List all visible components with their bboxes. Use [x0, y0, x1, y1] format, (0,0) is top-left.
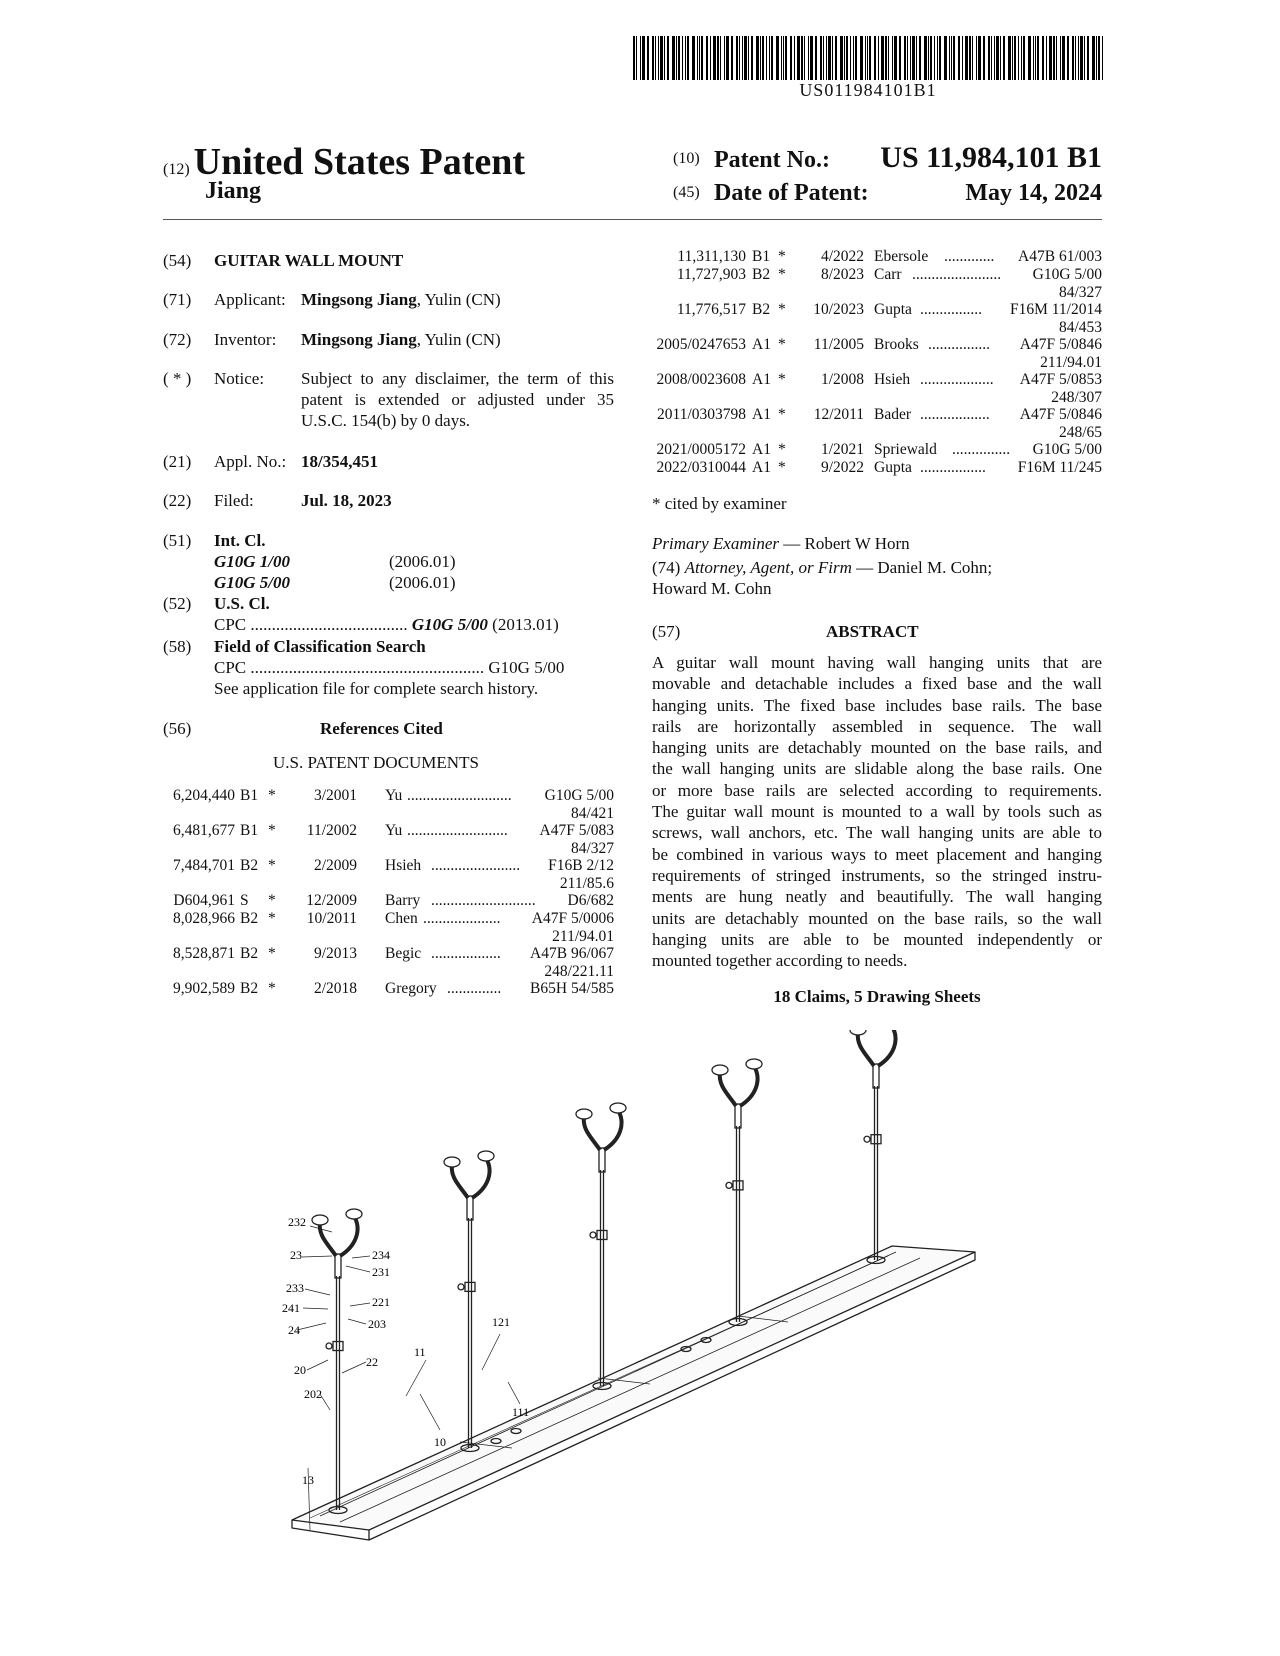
hanging-unit — [444, 1151, 494, 1452]
reference-date: 10/2023 — [813, 301, 864, 318]
reference-class-secondary: 211/94.01 — [552, 928, 614, 945]
reference-name: Gregory — [385, 980, 437, 997]
dot-leader: ................... — [920, 371, 994, 388]
reference-row — [163, 892, 614, 910]
reference-kind: A1 — [752, 406, 771, 423]
figure-reference-label: 23 — [290, 1248, 302, 1262]
dot-leader: ............... — [952, 441, 1011, 458]
reference-number: 2011/0303798 — [657, 406, 746, 423]
reference-kind: B1 — [240, 787, 259, 804]
reference-date: 1/2008 — [820, 371, 864, 388]
intcl-label: Int. Cl. — [214, 531, 266, 550]
filed-label: Filed: — [214, 491, 254, 510]
reference-number: 11,727,903 — [676, 266, 746, 283]
cited-mark: * — [778, 301, 786, 318]
reference-name: Gupta — [874, 459, 912, 476]
figure-reference-label: 233 — [286, 1281, 304, 1295]
dot-leader: ....................... — [912, 266, 1002, 283]
dot-leader: ....................... — [431, 857, 521, 874]
reference-class: A47F 5/0853 — [1017, 371, 1102, 389]
cited-mark: * — [268, 787, 276, 804]
cited-mark: * — [268, 980, 276, 997]
uscl-cpc: CPC ..................................... G10G 5/00 (2013.01) — [214, 615, 559, 634]
reference-class-secondary: 84/421 — [570, 805, 614, 822]
attorney-2: Howard M. Cohn — [652, 579, 772, 598]
intcl-version-1: (2006.01) — [389, 552, 456, 571]
reference-row — [652, 336, 1102, 354]
reference-kind: B2 — [240, 910, 259, 927]
reference-number: 11,311,130 — [677, 248, 746, 265]
reference-number: 11,776,517 — [676, 301, 746, 318]
dot-leader: ................ — [928, 336, 990, 353]
reference-row — [652, 406, 1102, 424]
applicant-value: Mingsong Jiang, Yulin (CN) — [301, 290, 501, 309]
patent-no-label: Patent No.: — [714, 147, 830, 173]
abstract-text — [652, 652, 1102, 971]
header-divider — [163, 219, 1102, 220]
reference-class: F16B 2/12 — [545, 857, 614, 875]
dot-leader: ................ — [920, 301, 982, 318]
figure-reference-label: 232 — [288, 1215, 306, 1229]
reference-row — [652, 301, 1102, 319]
abstract-line: rails are horizontally assembled in sequence. The wall — [652, 716, 1102, 736]
abstract-line: units are detachably mounted on the base rails, so the wall — [652, 908, 1102, 928]
left-references-list — [163, 787, 614, 998]
reference-number: 2021/0005172 — [656, 441, 746, 458]
reference-kind: B2 — [240, 945, 259, 962]
dot-leader: ........................... — [431, 892, 536, 909]
reference-number: 8,028,966 — [173, 910, 235, 927]
reference-date: 10/2011 — [306, 910, 357, 927]
figure-reference-label: 10 — [434, 1435, 446, 1449]
reference-class: G10G 5/00 — [1030, 441, 1102, 459]
dot-leader: ............. — [944, 248, 995, 265]
field-note: See application file for complete search history. — [214, 679, 539, 698]
cited-mark: * — [778, 459, 786, 476]
abstract-line: hanging units are detachably mounted on the base rails, and — [652, 738, 1102, 758]
reference-class: F16M 11/2014 — [1007, 301, 1102, 319]
patent-number: US 11,984,101 B1 — [880, 141, 1102, 174]
reference-date: 2/2018 — [313, 980, 357, 997]
appl-label: Appl. No.: — [214, 452, 287, 471]
reference-number: 2022/0310044 — [656, 459, 746, 476]
code-71: (71) — [163, 290, 192, 309]
field-search-label: Field of Classification Search — [214, 637, 426, 656]
hanging-unit — [576, 1103, 626, 1390]
reference-date: 12/2009 — [306, 892, 357, 909]
abstract-line: mounted together according to needs. — [652, 951, 908, 971]
reference-name: Spriewald — [874, 441, 937, 458]
reference-name: Bader — [874, 406, 912, 423]
abstract-line: screws, wall anchors, etc. The wall hanging units are able to — [652, 823, 1102, 843]
abstract-heading: ABSTRACT — [826, 622, 919, 641]
reference-row — [652, 248, 1102, 266]
dot-leader: .................. — [920, 406, 990, 423]
cited-mark: * — [778, 248, 786, 265]
reference-number: 6,481,677 — [173, 822, 235, 839]
reference-number: 9,902,589 — [173, 980, 235, 997]
reference-name: Begic — [385, 945, 422, 962]
reference-row — [163, 910, 614, 928]
references-cited-heading: References Cited — [320, 719, 443, 738]
code-10: (10) — [673, 150, 700, 167]
reference-row — [652, 441, 1102, 459]
reference-number: 6,204,440 — [173, 787, 235, 804]
code-21: (21) — [163, 452, 192, 471]
reference-row — [652, 371, 1102, 389]
reference-date: 11/2002 — [306, 822, 357, 839]
reference-class: A47B 61/003 — [1015, 248, 1102, 266]
reference-row — [163, 980, 614, 998]
reference-kind: S — [240, 892, 249, 909]
reference-row — [163, 787, 614, 805]
reference-row — [163, 945, 614, 963]
notice-text: Subject to any disclaimer, the term of this patent is extended or adjusted under 35 U.S.C. 154(b) by 0 days. — [301, 369, 614, 430]
intcl-version-2: (2006.01) — [389, 573, 456, 592]
reference-kind: A1 — [752, 336, 771, 353]
document-type-heading: (12) United States Patent — [163, 141, 526, 183]
reference-kind: B1 — [240, 822, 259, 839]
reference-name: Yu — [385, 822, 403, 839]
figure-reference-label: 13 — [302, 1473, 314, 1487]
reference-name: Brooks — [874, 336, 919, 353]
reference-date: 9/2022 — [820, 459, 864, 476]
abstract-line: requirements of stringed instruments, so the stringed instru- — [652, 865, 1102, 885]
cited-mark: * — [778, 266, 786, 283]
code-22: (22) — [163, 491, 192, 510]
cited-mark: * — [268, 857, 276, 874]
code-57: (57) — [652, 622, 681, 641]
reference-row — [163, 822, 614, 840]
reference-kind: B2 — [752, 266, 771, 283]
code-52: (52) — [163, 594, 192, 613]
abstract-line: ments are hung neatly and beautifully. The wall hanging — [652, 887, 1102, 907]
figure-reference-label: 241 — [282, 1301, 300, 1315]
reference-class: G10G 5/00 — [542, 787, 614, 805]
reference-number: 2008/0023608 — [656, 371, 746, 388]
cited-mark: * — [268, 892, 276, 909]
barcode-icon — [633, 36, 1103, 80]
dot-leader: .................... — [423, 910, 501, 927]
reference-class-secondary: 84/453 — [1058, 319, 1102, 336]
code-45: (45) — [673, 184, 700, 201]
reference-class-secondary: 211/85.6 — [559, 875, 614, 892]
figure-reference-label: 121 — [492, 1315, 510, 1329]
barcode-number: US011984101B1 — [799, 80, 937, 100]
figure-reference-label: 20 — [294, 1363, 306, 1377]
figure-reference-label: 111 — [512, 1405, 530, 1419]
intcl-class-2: G10G 5/00 — [214, 573, 291, 592]
uscl-label: U.S. Cl. — [214, 594, 270, 613]
code-54: (54) — [163, 251, 192, 270]
cited-mark: * — [778, 336, 786, 353]
inventor-surname: Jiang — [205, 178, 262, 204]
reference-date: 12/2011 — [813, 406, 864, 423]
abstract-line: or more base rails are selected according to requirements. — [652, 780, 1102, 800]
hanging-unit — [850, 1030, 900, 1264]
reference-name: Hsieh — [385, 857, 422, 874]
reference-row — [652, 459, 1102, 477]
reference-date: 8/2023 — [820, 266, 864, 283]
hanging-unit — [712, 1059, 762, 1326]
right-references-list — [652, 248, 1102, 477]
figure-reference-label: 11 — [414, 1345, 426, 1359]
abstract-line: The guitar wall mount is mounted to a wall by tools such as — [652, 802, 1102, 822]
reference-class: D6/682 — [565, 892, 615, 910]
reference-kind: B1 — [752, 248, 771, 265]
reference-class-secondary: 248/307 — [1051, 389, 1102, 406]
reference-class-secondary: 248/221.11 — [544, 963, 614, 980]
abstract-line: be combined in various ways to meet placement and hanging — [652, 844, 1102, 864]
hanging-unit — [312, 1209, 362, 1514]
reference-kind: A1 — [752, 459, 771, 476]
cited-mark: * — [778, 371, 786, 388]
reference-date: 3/2001 — [313, 787, 357, 804]
abstract-line: A guitar wall mount having wall hanging units that are — [652, 653, 1102, 672]
cited-mark: * — [778, 441, 786, 458]
inventor-label: Inventor: — [214, 330, 277, 349]
primary-examiner: Primary Examiner — Robert W Horn — [652, 534, 910, 553]
reference-class-secondary: 211/94.01 — [1040, 354, 1102, 371]
reference-number: 8,528,871 — [173, 945, 235, 962]
guitar-wall-mount-drawing — [280, 1030, 1120, 1570]
date-label: Date of Patent: — [714, 180, 869, 206]
reference-class: B65H 54/585 — [527, 980, 614, 998]
reference-class: A47F 5/0006 — [529, 910, 614, 928]
reference-date: 4/2022 — [820, 248, 864, 265]
reference-name: Hsieh — [874, 371, 911, 388]
cited-mark: * — [268, 910, 276, 927]
claims-summary: 18 Claims, 5 Drawing Sheets — [773, 987, 981, 1006]
inventor-value: Mingsong Jiang, Yulin (CN) — [301, 330, 501, 349]
abstract-line: hanging units are able to be mounted independently or — [652, 929, 1102, 949]
reference-kind: B2 — [240, 857, 259, 874]
reference-date: 1/2021 — [820, 441, 864, 458]
reference-name: Chen — [385, 910, 418, 927]
field-cpc: CPC ....................................................... G10G 5/00 — [214, 658, 565, 677]
reference-class-secondary: 84/327 — [570, 840, 614, 857]
cited-by-examiner: * cited by examiner — [652, 494, 787, 513]
reference-kind: B2 — [752, 301, 771, 318]
code-51: (51) — [163, 531, 192, 550]
figure-reference-label: 234 — [372, 1248, 390, 1262]
abstract-line: hanging units. The fixed base includes base rails. The base — [652, 695, 1102, 715]
cited-mark: * — [268, 945, 276, 962]
reference-kind: A1 — [752, 371, 771, 388]
applicant-label: Applicant: — [214, 290, 286, 309]
reference-date: 11/2005 — [813, 336, 864, 353]
figure-reference-label: 22 — [366, 1355, 378, 1369]
dot-leader: .............. — [447, 980, 502, 997]
reference-name: Yu — [385, 787, 403, 804]
abstract-line: the wall hanging units are slidable along the base rails. One — [652, 759, 1102, 779]
reference-class: A47F 5/083 — [537, 822, 615, 840]
reference-row — [163, 857, 614, 875]
figure-reference-label: 221 — [372, 1295, 390, 1309]
reference-class: G10G 5/00 — [1030, 266, 1102, 284]
dot-leader: ................. — [920, 459, 986, 476]
reference-kind: B2 — [240, 980, 259, 997]
reference-number: 7,484,701 — [173, 857, 235, 874]
reference-class: A47F 5/0846 — [1017, 406, 1102, 424]
reference-class-secondary: 84/327 — [1058, 284, 1102, 301]
code-72: (72) — [163, 330, 192, 349]
figure-reference-label: 203 — [368, 1317, 386, 1331]
figure-reference-label: 24 — [288, 1323, 300, 1337]
patent-date: May 14, 2024 — [965, 180, 1102, 206]
reference-name: Gupta — [874, 301, 912, 318]
abstract-line: movable and detachable includes a fixed base and the wall — [652, 674, 1102, 694]
reference-row — [652, 266, 1102, 284]
code-56: (56) — [163, 719, 192, 738]
reference-name: Carr — [874, 266, 902, 283]
cited-mark: * — [778, 406, 786, 423]
figure-reference-label: 231 — [372, 1265, 390, 1279]
reference-class: F16M 11/245 — [1015, 459, 1102, 477]
reference-number: 2005/0247653 — [656, 336, 746, 353]
reference-name: Barry — [385, 892, 421, 909]
figure-reference-label: 202 — [304, 1387, 322, 1401]
reference-class-secondary: 248/65 — [1058, 424, 1102, 441]
patent-title: GUITAR WALL MOUNT — [214, 251, 404, 270]
reference-number: D604,961 — [173, 892, 235, 909]
reference-date: 2/2009 — [313, 857, 357, 874]
reference-class: A47F 5/0846 — [1017, 336, 1102, 354]
reference-name: Ebersole — [874, 248, 929, 265]
dot-leader: .................. — [431, 945, 501, 962]
appl-number: 18/354,451 — [301, 452, 378, 471]
reference-kind: A1 — [752, 441, 771, 458]
attorney: (74) Attorney, Agent, or Firm — Daniel M. Cohn; — [652, 558, 993, 577]
dot-leader: ........................... — [407, 787, 512, 804]
dot-leader: .......................... — [407, 822, 508, 839]
notice-label: Notice: — [214, 369, 265, 388]
code-58: (58) — [163, 637, 192, 656]
us-patent-documents-heading: U.S. PATENT DOCUMENTS — [273, 753, 479, 772]
filed-date: Jul. 18, 2023 — [301, 491, 392, 510]
reference-date: 9/2013 — [313, 945, 357, 962]
cited-mark: * — [268, 822, 276, 839]
reference-class: A47B 96/067 — [527, 945, 614, 963]
code-notice: ( * ) — [163, 369, 192, 388]
intcl-class-1: G10G 1/00 — [214, 552, 291, 571]
